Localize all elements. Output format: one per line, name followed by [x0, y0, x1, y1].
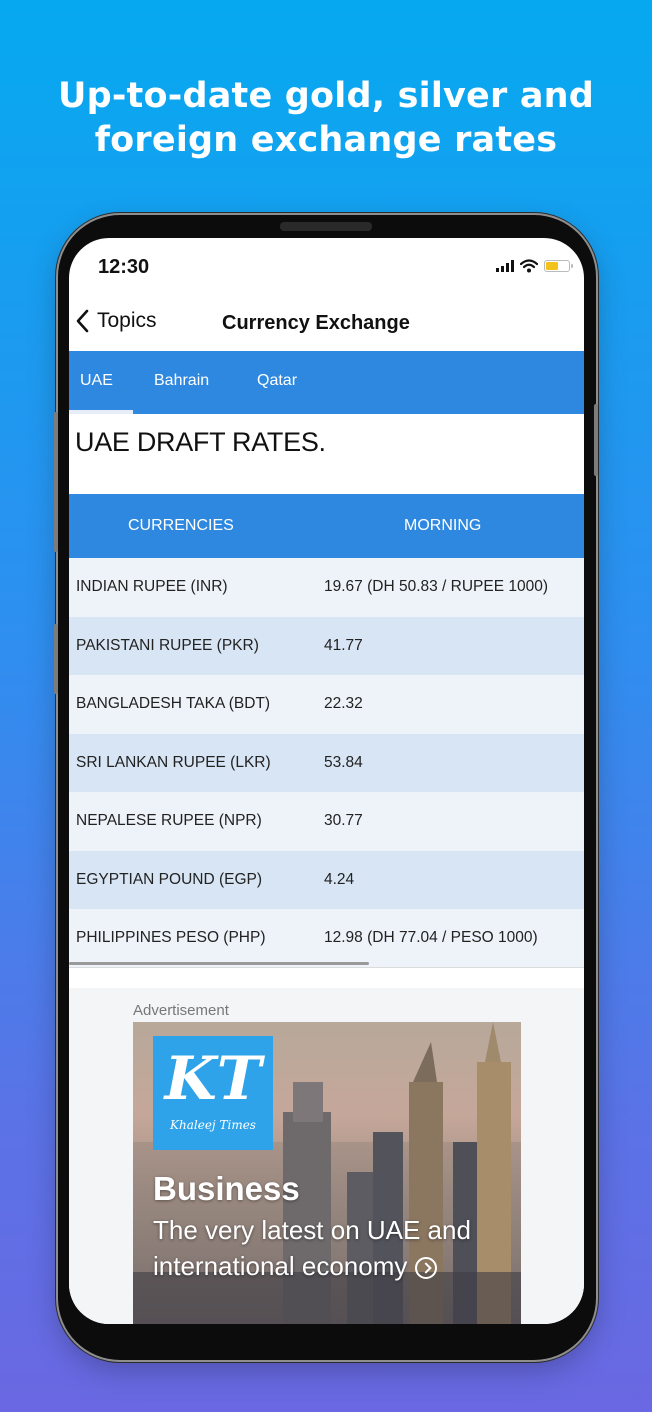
- status-icons: [496, 258, 570, 274]
- back-button[interactable]: [75, 309, 157, 333]
- status-time: 12:30: [98, 256, 150, 278]
- table-row: [69, 792, 584, 851]
- currency-rate: 41.77: [324, 636, 363, 654]
- column-header-morning: MORNING: [404, 517, 482, 534]
- phone-volume-button: [54, 624, 58, 694]
- logo-wordmark: Khaleej Times: [170, 1118, 256, 1132]
- battery-level: [546, 262, 558, 270]
- phone-screen: [69, 238, 584, 1324]
- promo-line-2: foreign exchange rates: [94, 120, 558, 160]
- nav-bar: [69, 304, 584, 352]
- ad-body: [153, 1212, 513, 1284]
- tab-qatar[interactable]: Qatar: [257, 372, 298, 389]
- wifi-icon: [520, 259, 538, 273]
- promo-headline: [0, 74, 652, 162]
- tab-bahrain[interactable]: Bahrain: [154, 372, 210, 389]
- circle-arrow-right-icon[interactable]: [415, 1257, 437, 1279]
- khaleej-times-logo: [153, 1036, 273, 1150]
- page-title: Currency Exchange: [222, 312, 410, 334]
- currency-name: SRI LANKAN RUPEE (LKR): [76, 753, 271, 771]
- country-tabs: [69, 351, 584, 414]
- phone-power-button: [594, 404, 598, 476]
- currency-rate: 19.67 (DH 50.83 / RUPEE 1000): [324, 578, 549, 595]
- ad-body-text: The very latest on UAE and international economy: [153, 1215, 471, 1281]
- currency-rate: 22.32: [324, 695, 363, 712]
- currency-name: INDIAN RUPEE (INR): [76, 578, 228, 595]
- table-row: [69, 675, 584, 734]
- table-row: [69, 734, 584, 793]
- currency-name: PAKISTANI RUPEE (PKR): [76, 636, 259, 654]
- chevron-left-icon: [75, 309, 89, 333]
- currency-name: BANGLADESH TAKA (BDT): [76, 695, 271, 712]
- divider: [69, 967, 584, 968]
- currency-rate: 4.24: [324, 870, 355, 888]
- section-title: UAE DRAFT RATES.: [75, 427, 326, 457]
- currency-name: EGYPTIAN POUND (EGP): [76, 870, 263, 888]
- table-row: [69, 558, 584, 617]
- tab-uae[interactable]: UAE: [80, 351, 113, 414]
- table-header: [69, 494, 584, 558]
- currency-name: PHILIPPINES PESO (PHP): [76, 929, 266, 946]
- battery-icon: [544, 260, 570, 272]
- table-row: [69, 909, 584, 968]
- rates-table: [69, 494, 584, 968]
- ad-label: Advertisement: [133, 1002, 229, 1019]
- currency-name: NEPALESE RUPEE (NPR): [76, 812, 262, 829]
- column-header-currencies: CURRENCIES: [128, 517, 234, 534]
- table-horizontal-scrollbar[interactable]: [69, 962, 369, 965]
- cellular-signal-icon: [496, 260, 514, 272]
- table-row: [69, 851, 584, 910]
- phone-mute-switch: [54, 412, 58, 552]
- currency-rate: 30.77: [324, 812, 363, 829]
- back-label: Topics: [97, 309, 157, 332]
- table-row: [69, 617, 584, 676]
- currency-rate: 12.98 (DH 77.04 / PESO 1000): [324, 929, 538, 946]
- ad-banner[interactable]: [133, 1022, 521, 1324]
- promo-line-1: Up-to-date gold, silver and: [57, 76, 595, 116]
- logo-monogram: KT: [164, 1044, 262, 1114]
- phone-speaker: [280, 222, 372, 231]
- ad-heading: Business: [153, 1170, 300, 1207]
- currency-rate: 53.84: [324, 753, 363, 771]
